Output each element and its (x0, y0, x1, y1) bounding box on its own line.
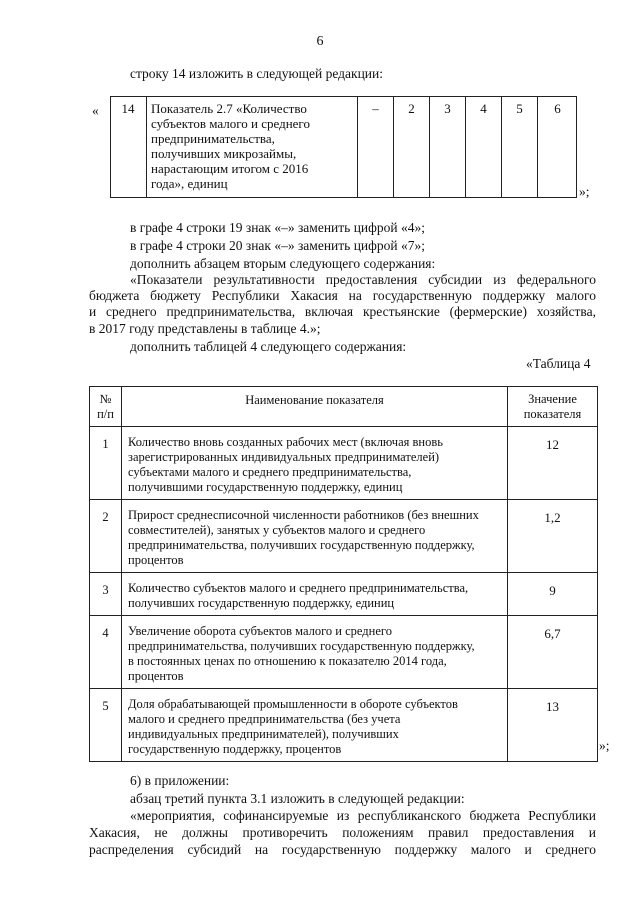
row-value: 9 (508, 573, 598, 616)
paragraph-line: распределения субсидий на государственную поддержку малого и среднего (89, 842, 596, 857)
row14-value: 3 (429, 96, 465, 198)
table-4 (89, 386, 597, 762)
row14-value: 4 (465, 96, 501, 198)
paragraph-line: Хакасия, не должны противоречить положениям правил предоставления и (89, 825, 596, 840)
row-text-line: процентов (128, 553, 184, 567)
header-number (90, 387, 122, 427)
row-text (122, 573, 508, 616)
table-row (90, 427, 598, 500)
row-value: 6,7 (508, 616, 598, 689)
row-number: 5 (90, 689, 122, 762)
row14-name-line: получивших микрозаймы, (151, 146, 297, 161)
row-number: 2 (90, 500, 122, 573)
paragraph-line: и среднего предпринимательства, включая крестьянские (фермерские) хозяйства, (89, 304, 596, 319)
row-text-line: Доля обрабатывающей промышленности в обороте субъектов (128, 697, 458, 711)
row-text (122, 500, 508, 573)
row14-frame (110, 96, 577, 198)
row14-number: 14 (121, 101, 135, 116)
row-text-line: малого и среднего предпринимательства (без учета (128, 712, 401, 726)
row-text-line: Количество вновь созданных рабочих мест (включая вновь (128, 435, 443, 449)
header-number-line: п/п (97, 407, 114, 421)
paragraph: дополнить абзацем вторым следующего содержания: (130, 256, 436, 271)
row-text-line: Прирост среднесписочной численности работников (без внешних (128, 508, 479, 522)
page-number: 6 (316, 34, 324, 49)
row-value: 12 (508, 427, 598, 500)
row-text-line: предпринимательства, получивших государственную поддержку, (128, 538, 475, 552)
row-value: 1,2 (508, 500, 598, 573)
row14-name-line: Показатель 2.7 «Количество (151, 101, 307, 116)
row-text (122, 689, 508, 762)
table-row (90, 689, 598, 762)
row-number: 3 (90, 573, 122, 616)
paragraph: 6) в приложении: (130, 773, 230, 788)
row14-table (110, 96, 577, 198)
row14-value: 5 (501, 96, 537, 198)
table-close-quote: »; (599, 738, 610, 753)
row14-name-line: нарастающим итогом с 2016 (151, 161, 309, 176)
row14-value: 2 (393, 96, 429, 198)
row14-value: 6 (537, 96, 577, 198)
row-text-line: в постоянных ценах по отношению к показателю 2014 года, (128, 654, 447, 668)
row14-name-line: года», единиц (151, 176, 228, 191)
table-row (90, 573, 598, 616)
row-number: 1 (90, 427, 122, 500)
header-value-line: показателя (523, 407, 582, 421)
row-text (122, 427, 508, 500)
paragraph-line: «Показатели результативности предоставления субсидии из федерального (130, 272, 596, 287)
row-value: 13 (508, 689, 598, 762)
row14-close-quote: »; (579, 184, 590, 199)
row-text-line: Увеличение оборота субъектов малого и среднего (128, 624, 392, 638)
row-text-line: процентов (128, 669, 184, 683)
paragraph: в графе 4 строки 19 знак «–» заменить цифрой «4»; (130, 220, 426, 235)
row-text (122, 616, 508, 689)
row-text-line: предпринимательства, получивших государственную поддержку, (128, 639, 475, 653)
row14-name-line: субъектов малого и среднего (151, 116, 310, 131)
row-text-line: индивидуальных предпринимателей), получивших (128, 727, 399, 741)
paragraph-line: бюджета бюджету Республики Хакасия на государственную поддержку малого (89, 288, 596, 303)
header-number-line: № (99, 392, 112, 406)
row-text-line: государственную поддержку, процентов (128, 742, 342, 756)
row-text-line: получивших государственную поддержку, единиц (128, 596, 395, 610)
row14-name-line: предпринимательства, (151, 131, 275, 146)
paragraph: в графе 4 строки 20 знак «–» заменить цифрой «7»; (130, 238, 426, 253)
paragraph-line: «мероприятия, софинансируемые из республиканского бюджета Республики (130, 808, 596, 823)
row-text-line: совместителей), занятых у субъектов малого и среднего (128, 523, 426, 537)
paragraph: абзац третий пункта 3.1 изложить в следующей редакции: (130, 791, 465, 806)
table-row (90, 500, 598, 573)
row-number: 4 (90, 616, 122, 689)
row-text-line: получившими государственную поддержку, единиц (128, 480, 403, 494)
header-value (508, 387, 598, 427)
paragraph: дополнить таблицей 4 следующего содержания: (130, 339, 407, 354)
table-row (90, 616, 598, 689)
header-value-line: Значение (528, 392, 577, 406)
instruction-line: строку 14 изложить в следующей редакции: (130, 66, 384, 81)
header-name: Наименование показателя (122, 387, 508, 427)
table-caption: «Таблица 4 (526, 356, 591, 371)
row-text-line: Количество субъектов малого и среднего предпринимательства, (128, 581, 469, 595)
paragraph-line: в 2017 году представлены в таблице 4.»; (89, 321, 321, 336)
table-header-row (90, 387, 598, 427)
row14-value: – (357, 96, 393, 198)
row-text-line: субъектами малого и среднего предпринимательства, (128, 465, 412, 479)
open-quote: « (92, 103, 99, 118)
row-text-line: зарегистрированных индивидуальных предпринимателей) (128, 450, 440, 464)
